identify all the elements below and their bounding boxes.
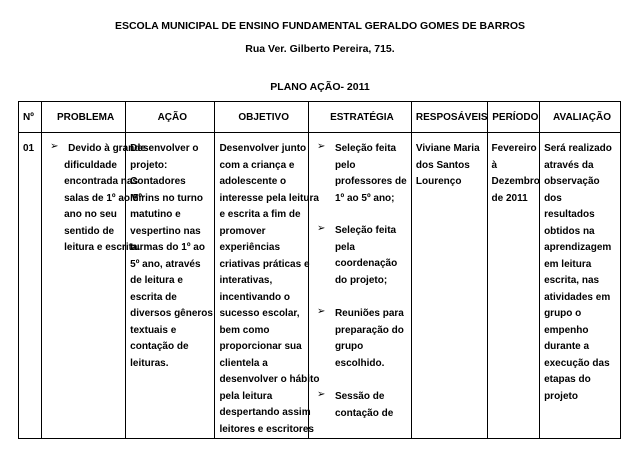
- acao-line: projeto:: [130, 159, 168, 171]
- avaliacao-line: escrita, nas: [544, 275, 600, 286]
- acao-line: diversos gêneros: [130, 308, 213, 319]
- acao-line: turmas do 1º ao: [130, 242, 205, 253]
- col-header-num: Nº: [19, 102, 42, 133]
- acao-line: matutino e: [130, 209, 181, 220]
- cell-periodo: [487, 133, 540, 439]
- school-address: Rua Ver. Gilberto Pereira, 715.: [245, 43, 395, 55]
- problema-line: leitura e escrita.: [64, 242, 141, 253]
- objetivo-line: incentivando o: [219, 291, 291, 303]
- avaliacao-line: obtidos na: [544, 225, 595, 237]
- action-plan-table: [18, 101, 621, 439]
- objetivo-line: interativas,: [219, 275, 273, 286]
- avaliacao-line: grupo o: [544, 308, 582, 319]
- col-header-avaliacao: AVALIAÇÃO: [540, 102, 621, 133]
- objetivo-line: criativas práticas e: [219, 258, 310, 270]
- estrategia-line: 1º ao 5º ano;: [334, 192, 395, 204]
- school-name: ESCOLA MUNICIPAL DE ENSINO FUNDAMENTAL GERALDO GOMES DE BARROS: [114, 20, 526, 32]
- avaliacao-line: através da: [544, 159, 594, 171]
- objetivo-line: clientela a: [219, 357, 268, 369]
- avaliacao-line: projeto: [544, 390, 578, 402]
- objetivo-line: despertando assim: [219, 407, 311, 418]
- col-header-problema: PROBLEMA: [42, 102, 126, 133]
- objetivo-line: experiências: [219, 242, 281, 253]
- estrategia-line: ➢ Reuniões para: [334, 308, 404, 319]
- objetivo-line: proporcionar sua: [219, 341, 302, 352]
- periodo-line: Dezembro: [491, 176, 540, 187]
- col-header-estrategia: ESTRATÉGIA: [308, 102, 411, 133]
- cell-acao: [126, 133, 215, 439]
- responsaveis-line: Viviane Maria: [415, 143, 480, 154]
- estrategia-line: ➢ Seleção feita: [334, 225, 397, 236]
- table-header-row: [19, 102, 621, 133]
- avaliacao-line: durante a: [544, 341, 590, 352]
- problema-line: sentido de: [64, 225, 115, 237]
- estrategia-item: [313, 306, 411, 372]
- objetivo-line: bem como: [219, 324, 270, 336]
- problema-line: dificuldade: [64, 159, 117, 171]
- col-header-responsaveis: RESPOSÁVEIS: [411, 102, 487, 133]
- avaliacao-line: em leitura: [544, 258, 592, 270]
- avaliacao-line: resultados: [544, 209, 595, 220]
- estrategia-line: contação de: [334, 407, 394, 419]
- acao-line: vespertino nas: [130, 225, 201, 237]
- table-row: [19, 133, 621, 439]
- objetivo-line: desenvolver o hábito: [219, 374, 320, 385]
- acao-line: contação de: [130, 341, 189, 352]
- acao-line: Mirins no turno: [130, 192, 203, 204]
- avaliacao-line: execução das: [544, 357, 610, 369]
- estrategia-line: preparação do: [334, 324, 404, 336]
- estrategia-item: [313, 223, 411, 289]
- acao-line: 5º ano, através: [130, 258, 201, 270]
- avaliacao-line: atividades em: [544, 291, 611, 303]
- avaliacao-line: aprendizagem: [544, 242, 612, 253]
- acao-line: de leitura e: [130, 275, 183, 286]
- estrategia-line: pela: [334, 241, 355, 253]
- cell-responsaveis: [411, 133, 487, 439]
- col-header-acao: AÇÃO: [126, 102, 215, 133]
- estrategia-line: do projeto;: [334, 274, 388, 286]
- col-header-objetivo: OBJETIVO: [215, 102, 309, 133]
- objetivo-line: leitores e escritores: [219, 423, 314, 435]
- acao-line: Contadores: [130, 176, 186, 187]
- objetivo-line: sucesso escolar,: [219, 308, 300, 319]
- plan-title: PLANO AÇÃO- 2011: [270, 81, 370, 93]
- periodo-line: Fevereiro: [491, 143, 537, 154]
- acao-line: textuais e: [130, 324, 177, 336]
- problema-line: salas de 1º ao 5º: [64, 192, 143, 204]
- cell-avaliacao: [540, 133, 621, 439]
- cell-objetivo: [215, 133, 320, 439]
- avaliacao-line: observação: [544, 176, 600, 187]
- objetivo-line: pela leitura: [219, 390, 273, 402]
- objetivo-line: com a criança e: [219, 159, 295, 171]
- estrategia-line: professores de: [334, 176, 407, 187]
- objetivo-line: Desenvolver junto: [219, 143, 307, 154]
- estrategia-line: pelo: [334, 159, 356, 171]
- estrategia-line: ➢ Seleção feita: [334, 143, 397, 154]
- objetivo-line: promover: [219, 225, 266, 237]
- problema-line: ano no seu: [64, 209, 117, 220]
- cell-num: [19, 133, 42, 439]
- acao-line: leituras.: [130, 357, 169, 369]
- col-header-periodo: PERÍODO: [487, 102, 540, 133]
- responsaveis-line: Lourenço: [415, 176, 462, 187]
- responsaveis-line: dos Santos: [415, 159, 470, 171]
- periodo-line: à: [491, 159, 498, 171]
- problema-line: ➢ Devido à grande: [68, 143, 146, 154]
- estrategia-line: grupo: [334, 341, 364, 352]
- objetivo-line: e escrita a fim de: [219, 209, 301, 220]
- estrategia-line: escolhido.: [334, 357, 385, 369]
- problema-line: encontrada nas: [64, 176, 139, 187]
- avaliacao-line: Será realizado: [544, 143, 612, 154]
- cell-estrategia: [308, 133, 411, 439]
- estrategia-item: [313, 389, 411, 422]
- estrategia-item: [313, 141, 411, 207]
- periodo-line: de 2011: [491, 192, 528, 204]
- objetivo-line: interesse pela leitura: [219, 192, 319, 204]
- acao-line: escrita de: [130, 291, 177, 303]
- estrategia-line: coordenação: [334, 258, 398, 269]
- avaliacao-line: dos: [544, 192, 562, 204]
- row-number: 01: [23, 143, 35, 154]
- avaliacao-line: etapas do: [544, 374, 591, 385]
- avaliacao-line: empenho: [544, 324, 589, 336]
- problema-bullet: [46, 141, 146, 158]
- objetivo-line: adolescente o: [219, 176, 287, 187]
- estrategia-line: ➢ Sessão de: [334, 391, 385, 402]
- cell-problema: [42, 133, 146, 439]
- acao-line: Desenvolver o: [130, 143, 199, 154]
